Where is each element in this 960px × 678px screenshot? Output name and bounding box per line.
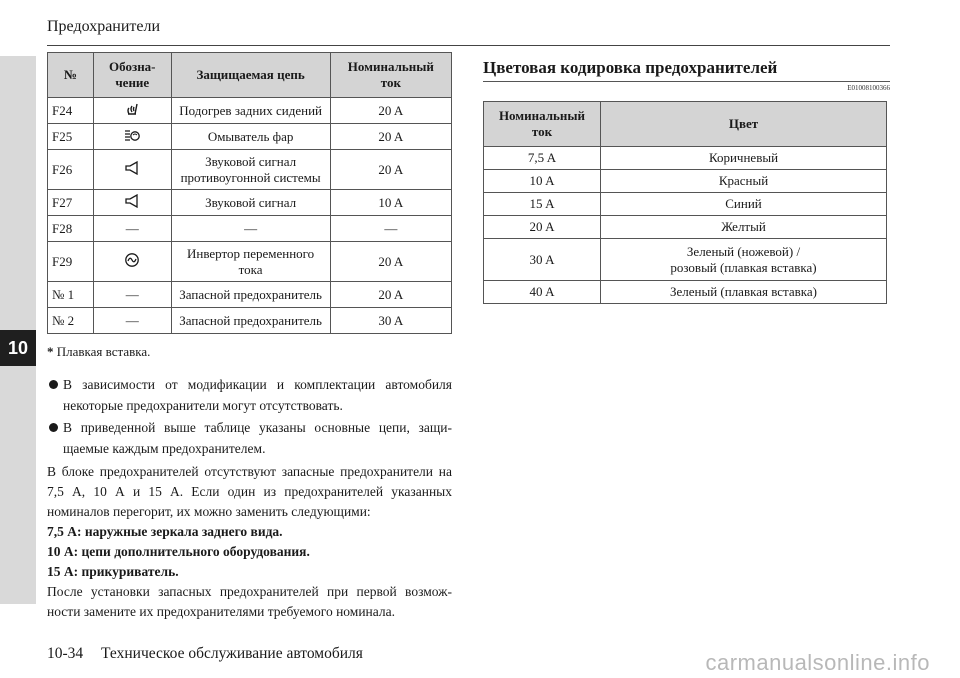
col-no: № (48, 53, 94, 98)
fuse-symbol: — (94, 282, 171, 308)
fuse-symbol (94, 242, 171, 282)
paragraph-item: 7,5 А: наружные зеркала заднего вида. (47, 524, 283, 539)
list-item (47, 374, 452, 416)
table-row (48, 98, 452, 124)
fuse-table (47, 52, 452, 334)
fuse-rating: 20 A (330, 150, 451, 190)
footer-section: Техническое обслуживание автомобиля (101, 645, 363, 662)
fuse-rating: — (330, 216, 451, 242)
paragraph-intro: В блоке предохранителей отсутствуют запасные предохранители на 7,5 А, 10 А и 15 А. Если один из предохранителей указанных номиналов перегорит, их можно заменить следующими: (47, 464, 452, 519)
color-name: Зеленый (ножевой) / розовый (плавкая вставка) (601, 239, 887, 281)
table-row (48, 282, 452, 308)
fuse-number: № 2 (48, 308, 94, 334)
seat-heater-icon (124, 102, 140, 116)
fuse-number: F26 (48, 150, 94, 190)
bullet-dot (49, 380, 58, 389)
headlamp-washer-icon (124, 128, 140, 142)
color-table-header (484, 102, 887, 147)
horn-icon (124, 161, 140, 175)
color-rating: 7,5 A (484, 147, 601, 170)
fuse-number: № 1 (48, 282, 94, 308)
color-section-title: Цветовая кодировка предохранителей (483, 58, 778, 77)
fuse-number: F27 (48, 190, 94, 216)
chapter-tab: 10 (0, 330, 36, 366)
fuse-circuit: Инвертор переменного тока (171, 242, 330, 282)
color-name: Красный (601, 170, 887, 193)
color-rating: 20 A (484, 216, 601, 239)
fuse-number: F28 (48, 216, 94, 242)
fuse-circuit: Запасной предохранитель (171, 308, 330, 334)
list-item (47, 417, 452, 459)
table-row (484, 193, 887, 216)
color-table (483, 101, 887, 304)
table-row (48, 150, 452, 190)
page-header-title: Предохранители (47, 18, 161, 35)
fuse-number: F24 (48, 98, 94, 124)
bullet-dot (49, 423, 58, 432)
table-row (48, 190, 452, 216)
col-color: Цвет (601, 102, 887, 147)
table-row (484, 239, 887, 281)
color-rating: 10 A (484, 170, 601, 193)
page-footer (47, 645, 377, 663)
ac-inverter-icon (124, 253, 140, 267)
fuse-symbol (94, 150, 171, 190)
col-rating: Номинальный ток (484, 102, 601, 147)
page-number: 10-34 (47, 645, 84, 662)
paragraph-item: 10 А: цепи дополнительного оборудования. (47, 544, 310, 559)
table-row (484, 216, 887, 239)
fuse-number: F25 (48, 124, 94, 150)
paragraph-item: 15 А: прикуриватель. (47, 564, 179, 579)
fuse-symbol (94, 98, 171, 124)
fuse-rating: 30 A (330, 308, 451, 334)
fuse-circuit: Звуковой сигнал (171, 190, 330, 216)
spare-fuse-paragraph (47, 462, 452, 622)
color-rating: 30 A (484, 239, 601, 281)
color-name: Коричневый (601, 147, 887, 170)
fuse-rating: 20 A (330, 282, 451, 308)
color-rating: 40 A (484, 281, 601, 304)
footnote-text: Плавкая вставка. (53, 344, 151, 359)
fuse-symbol (94, 190, 171, 216)
table-row (484, 170, 887, 193)
color-name: Зеленый (плавкая вставка) (601, 281, 887, 304)
fuse-symbol: — (94, 216, 171, 242)
table-row (484, 147, 887, 170)
fuse-rating: 20 A (330, 124, 451, 150)
watermark: carmanualsonline.info (705, 650, 930, 675)
fuse-number: F29 (48, 242, 94, 282)
color-rating: 15 A (484, 193, 601, 216)
fuse-rating: 20 A (330, 242, 451, 282)
doc-code: E01008100366 (847, 84, 890, 92)
fuse-symbol: — (94, 308, 171, 334)
bullet-text: В зависимости от модификации и комплектации автомобиля некоторые предохранители могут отсутствовать. (63, 377, 452, 413)
table-row (484, 281, 887, 304)
paragraph-outro: После установки запасных предохранителей при первой возмож-ности замените их предохранителями требуемого номинала. (47, 584, 452, 619)
bullet-text: В приведенной выше таблице указаны основные цепи, защи-щаемые каждым предохранителем. (63, 420, 452, 456)
col-rating: Номинальный ток (330, 53, 451, 98)
fuse-circuit: Подогрев задних сидений (171, 98, 330, 124)
fuse-rating: 20 A (330, 98, 451, 124)
col-symbol: Обозна- чение (94, 53, 171, 98)
table-row (48, 308, 452, 334)
color-section-rule (483, 81, 890, 82)
fuse-table-header (48, 53, 452, 98)
fuse-circuit: Запасной предохранитель (171, 282, 330, 308)
table-row (48, 124, 452, 150)
horn-icon (124, 194, 140, 208)
bullet-list (47, 374, 452, 460)
fuse-rating: 10 A (330, 190, 451, 216)
header-rule (47, 45, 890, 46)
color-name: Синий (601, 193, 887, 216)
footnote-mark: * (47, 344, 54, 359)
fuse-circuit: Омыватель фар (171, 124, 330, 150)
fuse-circuit: Звуковой сигнал противоугонной системы (171, 150, 330, 190)
footnote (47, 344, 150, 360)
col-circuit: Защищаемая цепь (171, 53, 330, 98)
table-row (48, 242, 452, 282)
table-row (48, 216, 452, 242)
fuse-circuit: — (171, 216, 330, 242)
fuse-symbol (94, 124, 171, 150)
color-name: Желтый (601, 216, 887, 239)
